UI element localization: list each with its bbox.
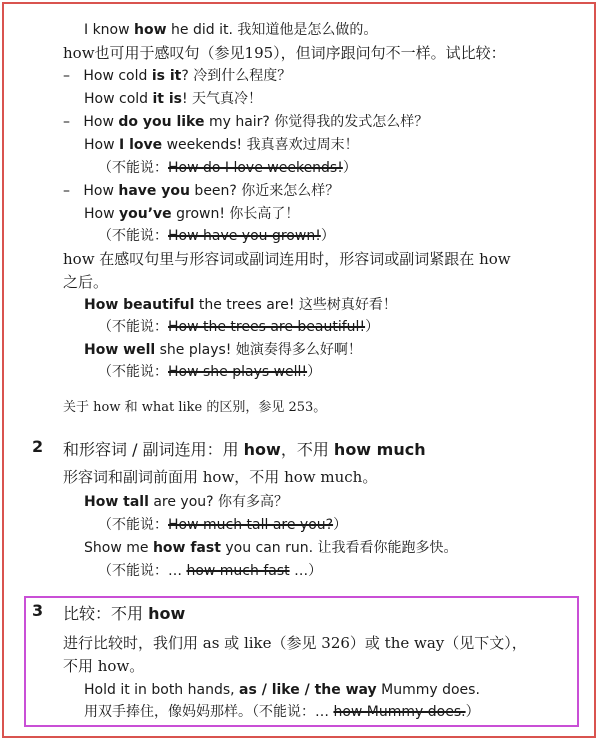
example-line [84, 135, 359, 155]
text: ） [465, 704, 480, 720]
strikethrough-text: How much tall are you? [168, 517, 334, 533]
text: she plays! 她演奏得多么好啊！ [155, 342, 362, 358]
text: grown! 你长高了！ [171, 206, 300, 222]
text-bold: it is [152, 91, 182, 107]
text: he did it. 我知道他是怎么做的。 [166, 22, 378, 38]
incorrect-example [98, 362, 321, 382]
example-line [84, 295, 397, 315]
text: How [84, 206, 119, 222]
dash: – [63, 68, 70, 84]
text-bold: how much [333, 440, 426, 459]
text: ） [333, 517, 348, 533]
dash: – [63, 114, 70, 130]
paragraph-line: 进行比较时，我们用 as 或 like（参见 326）或 the way（见下文）， [63, 634, 527, 652]
section-heading [63, 437, 426, 460]
cross-reference-note: 关于 how 和 what like 的区别，参见 253。 [63, 400, 327, 415]
strikethrough-text: How do I love weekends! [168, 160, 343, 176]
text: the trees are! 这些树真好看！ [194, 297, 397, 313]
example-line [84, 89, 262, 109]
text: Show me [84, 540, 153, 556]
text-bold: you’ve [119, 206, 172, 222]
section-number: 3 [32, 601, 44, 620]
dash: – [63, 183, 70, 199]
paragraph-line: 之后。 [63, 273, 109, 291]
text: （不能说： [98, 364, 168, 380]
text: 和形容词 / 副词连用：用 [63, 440, 244, 459]
text: ! 天气真冷！ [181, 91, 263, 107]
example-line [84, 492, 288, 512]
text: ） [320, 228, 335, 244]
strikethrough-text: how much fast [186, 563, 290, 579]
text-bold: how [148, 604, 186, 623]
text: ） [365, 319, 380, 335]
text: （不能说： [98, 517, 168, 533]
text: ） [307, 364, 322, 380]
text: 比较：不用 [63, 604, 149, 623]
example-line [84, 538, 458, 558]
text: How cold [84, 91, 153, 107]
example-line [84, 702, 480, 722]
text-bold: how [243, 440, 281, 459]
text: I know [84, 22, 135, 38]
text: （不能说： [98, 319, 168, 335]
strikethrough-text: How she plays well! [168, 364, 308, 380]
example-line [63, 112, 428, 132]
text-bold: How beautiful [84, 297, 195, 313]
strikethrough-text: How have you grown! [168, 228, 321, 244]
text: …） [289, 563, 323, 579]
text: （不能说： [98, 160, 168, 176]
text-bold: I love [119, 137, 163, 153]
example-line [84, 340, 362, 360]
text: my hair? 你觉得我的发式怎么样？ [204, 114, 429, 130]
text: you can run. 让我看看你能跑多快。 [220, 540, 458, 556]
paragraph-line: 形容词和副词前面用 how，不用 how much。 [63, 468, 378, 486]
text-bold: How well [84, 342, 156, 358]
incorrect-example [98, 317, 379, 337]
text: How [84, 137, 119, 153]
text-bold: do you like [118, 114, 205, 130]
incorrect-example [98, 515, 347, 535]
text: （不能说： [98, 228, 168, 244]
section-heading [63, 601, 185, 624]
text: （不能说：… [98, 563, 187, 579]
paragraph-line: how也可用于感叹句（参见195），但词序跟问句不一样。试比较： [63, 44, 506, 62]
strikethrough-text: How the trees are beautiful! [168, 319, 366, 335]
text-bold: how fast [152, 540, 221, 556]
text: How cold [83, 68, 152, 84]
example-line [84, 204, 299, 224]
example-line [63, 181, 339, 201]
example-line [63, 66, 291, 86]
example-line [84, 20, 377, 40]
text: 用双手捧住，像妈妈那样。（不能说：… [84, 704, 334, 720]
text: ，不用 [280, 440, 334, 459]
text: been? 你近来怎么样？ [189, 183, 340, 199]
text-bold: How tall [84, 494, 149, 510]
section-number: 2 [32, 437, 44, 456]
text-bold: as / like / the way [239, 682, 377, 698]
example-line [84, 680, 480, 700]
text: weekends! 我真喜欢过周末！ [162, 137, 359, 153]
text: Mummy does. [376, 682, 480, 698]
paragraph-line: 不用 how。 [63, 657, 145, 675]
incorrect-example [98, 561, 322, 581]
strikethrough-text: how Mummy does. [333, 704, 466, 720]
text-bold: is it [151, 68, 182, 84]
text: How [83, 114, 119, 130]
incorrect-example [98, 158, 357, 178]
paragraph-line: how 在感叹句里与形容词或副词连用时，形容词或副词紧跟在 how [63, 250, 511, 268]
text: How [83, 183, 119, 199]
text-bold: have you [118, 183, 190, 199]
text: are you? 你有多高？ [148, 494, 289, 510]
text: Hold it in both hands, [84, 682, 240, 698]
incorrect-example [98, 226, 335, 246]
text: ） [342, 160, 357, 176]
text-bold: how [134, 22, 167, 38]
text: ? 冷到什么程度？ [181, 68, 292, 84]
